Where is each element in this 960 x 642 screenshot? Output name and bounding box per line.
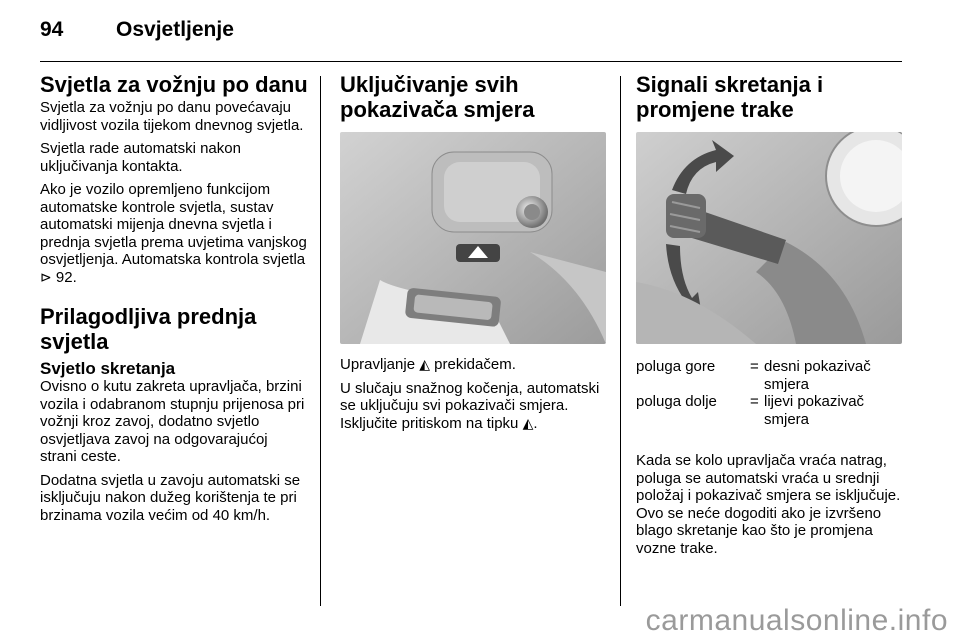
paragraph: Kada se kolo upravljača vraća natrag, poluga se automatski vraća u srednji položaj i pokazivač smjera se isključuje. Ovo se neće dogoditi ako je izvršeno blago skretanje kao što je promjena vozne trake. xyxy=(636,452,901,557)
legend-equals: = xyxy=(750,358,759,375)
reference-arrow-icon: ⊳ xyxy=(40,268,52,285)
paragraph xyxy=(340,356,608,374)
column-2 xyxy=(340,72,608,438)
column-3 xyxy=(636,72,904,563)
paragraph-text: prekidačem. xyxy=(434,356,516,373)
page-reference-link[interactable]: 92. xyxy=(55,268,77,286)
legend-row xyxy=(636,393,904,428)
column-divider-2 xyxy=(620,76,621,606)
paragraph: Svjetla za vožnju po danu povećavaju vidljivost vozila tijekom dnevnog svjetla. xyxy=(40,99,304,134)
heading-hazard-lights: Uključivanje svih pokazivača smjera xyxy=(340,72,535,122)
paragraph-text: Upravljanje xyxy=(340,356,416,373)
paragraph xyxy=(40,181,308,286)
legend-key: poluga dolje xyxy=(636,393,717,410)
column-divider-1 xyxy=(320,76,321,606)
paragraph: Dodatna svjetla u zavoju automatski se isključuju nakon dužeg korištenja te pri brzinama vozila većim od 40 km/h. xyxy=(40,471,301,524)
subheading-cornering-light: Svjetlo skretanja xyxy=(40,359,176,378)
heading-daytime-lights: Svjetla za vožnju po danu xyxy=(40,72,308,97)
heading-adaptive-headlights: Prilagodljiva prednja svjetla xyxy=(40,304,257,354)
hazard-warning-icon: ◭ xyxy=(522,414,534,431)
legend-equals: = xyxy=(750,393,759,410)
paragraph: Ovisno o kutu zakreta upravljača, brzini vozila i odabranom stupnju prijenosa pri vožnji kroz zavoj, dodatno svjetlo osvjetljava zavoj na odgovarajućoj strani ceste. xyxy=(40,378,305,465)
paragraph-text: U slučaju snažnog kočenja, automatski se uključuju svi pokazivači smjera. Isključite pritiskom na tipku xyxy=(340,379,600,432)
hazard-warning-icon: ◭ xyxy=(419,356,430,372)
column-1 xyxy=(40,72,308,530)
legend-key: poluga gore xyxy=(636,358,716,375)
header-rule xyxy=(40,61,902,62)
legend-value: lijevi pokazivač smjera xyxy=(764,393,865,428)
hazard-switch-illustration xyxy=(340,132,606,344)
paragraph: Svjetla rade automatski nakon uključivanja kontakta. xyxy=(40,140,241,175)
section-title: Osvjetljenje xyxy=(116,18,234,41)
heading-turn-signals: Signali skretanja i promjene trake xyxy=(636,72,824,122)
paragraph xyxy=(340,380,608,433)
paragraph-text: . xyxy=(533,414,538,432)
watermark: carmanualsonline.info xyxy=(645,604,948,637)
legend-value: desni pokazivač smjera xyxy=(764,358,871,393)
legend-row xyxy=(636,358,904,393)
turn-signal-lever-illustration xyxy=(636,132,902,344)
lever-legend-table xyxy=(636,358,904,428)
paragraph-text: Ako je vozilo opremljeno funkcijom automatske kontrole svjetla, sustav automatski mijenja dnevna svjetla i prednja svjetla prema uvjetima vanjskog osvjetljenja. Automatska kontrola svjetla xyxy=(40,181,307,268)
page-number: 94 xyxy=(40,18,64,41)
